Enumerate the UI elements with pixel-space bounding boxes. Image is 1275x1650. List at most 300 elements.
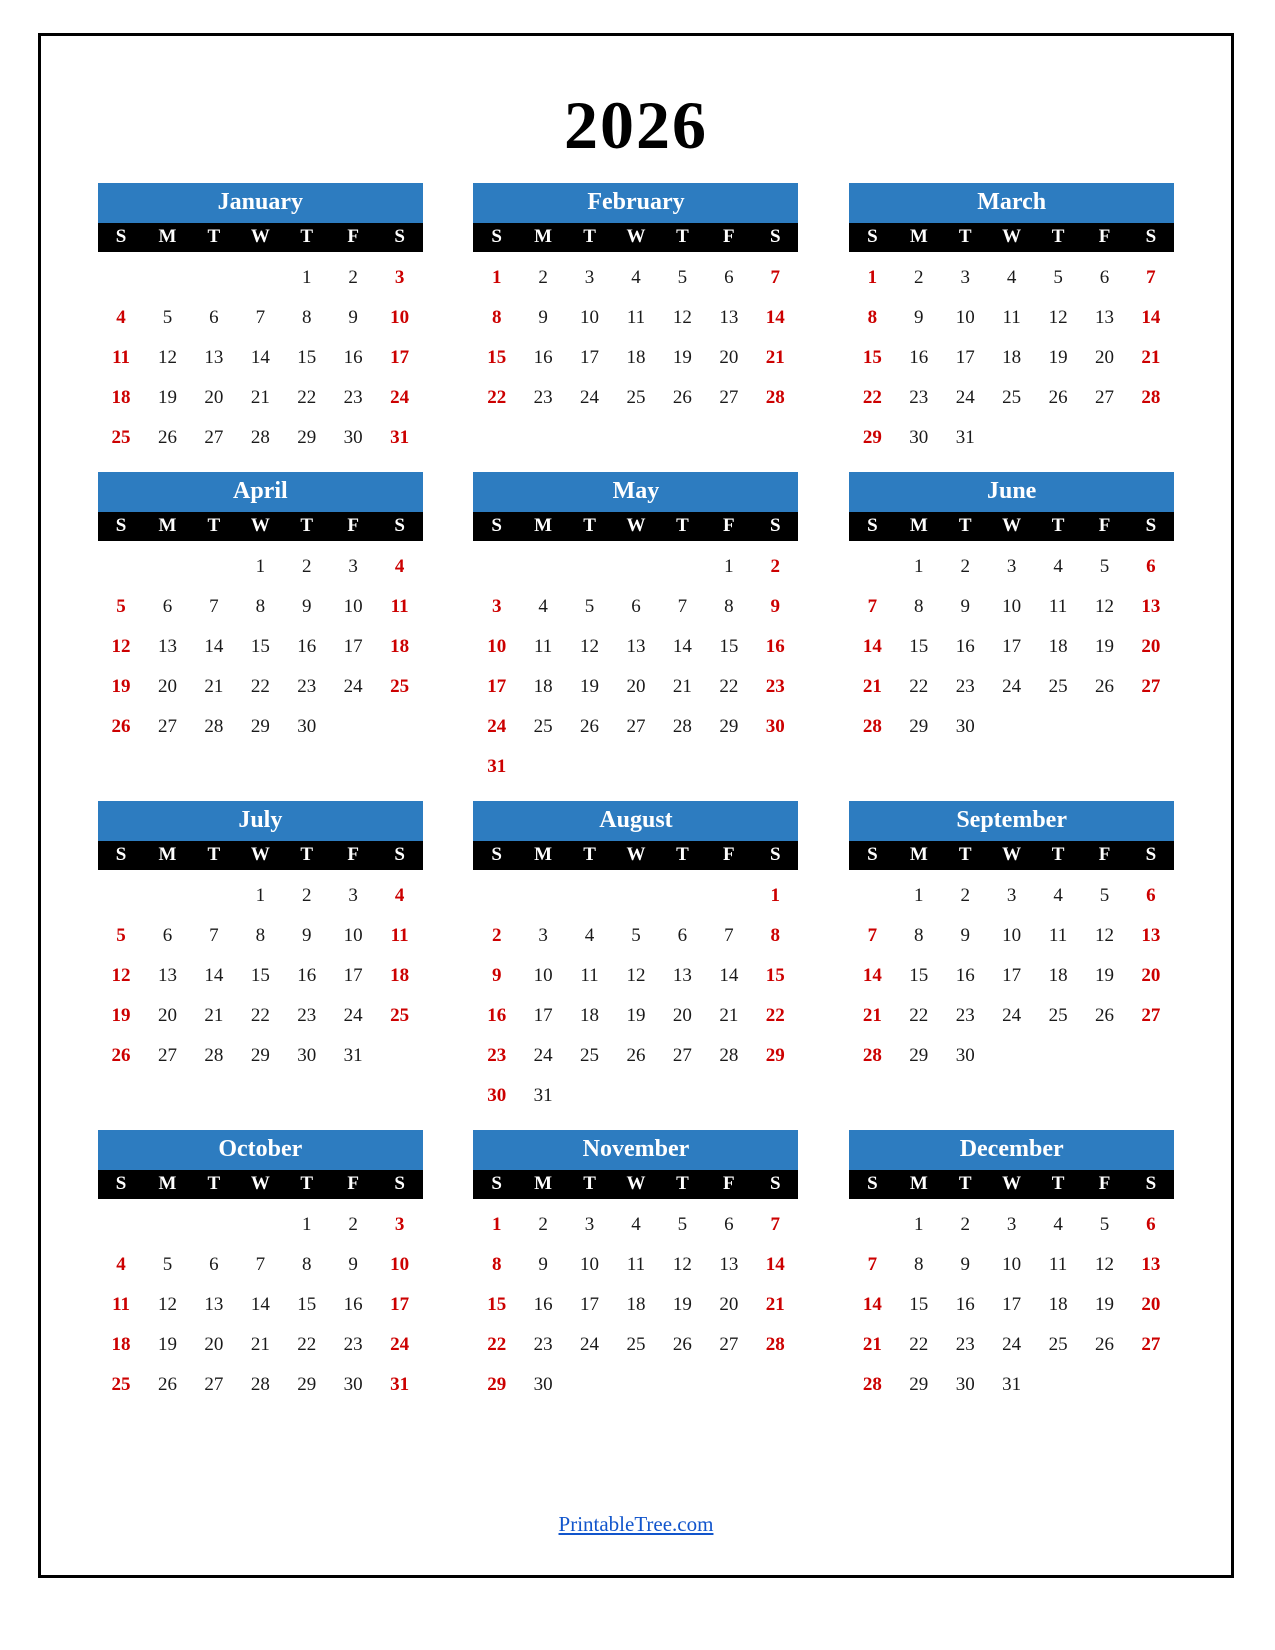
month-block	[473, 472, 798, 787]
day-cell: 1	[914, 1214, 924, 1235]
day-cell: 5	[1099, 885, 1110, 906]
weekday-header-row	[849, 223, 1174, 252]
day-cell: 28	[765, 1334, 785, 1355]
days-grid	[849, 541, 1174, 747]
day-cell: 11	[1002, 307, 1021, 328]
day-cell: 16	[533, 347, 553, 368]
day-cell: 11	[1048, 1254, 1068, 1275]
day-cell: 8	[867, 307, 878, 328]
page-title: 2026	[564, 87, 708, 163]
day-cell: 8	[491, 1254, 502, 1275]
weekday-label: T	[958, 515, 972, 536]
day-cell: 18	[111, 387, 131, 408]
day-cell: 7	[770, 1214, 780, 1235]
day-cell: 9	[348, 307, 358, 328]
day-cell: 7	[867, 596, 878, 617]
day-cell: 6	[162, 925, 173, 946]
day-cell: 25	[390, 676, 410, 697]
day-cell: 25	[626, 387, 646, 408]
day-cell: 19	[111, 676, 131, 697]
day-cell: 24	[580, 1334, 600, 1355]
weekday-label: M	[534, 515, 553, 536]
day-cell: 3	[960, 267, 970, 288]
day-cell: 3	[584, 267, 595, 288]
day-cell: 31	[955, 427, 975, 448]
day-cell-empty	[566, 547, 612, 587]
weekday-label: S	[867, 226, 878, 247]
day-cell: 1	[255, 885, 266, 906]
day-cell: 25	[533, 716, 553, 737]
day-cell: 16	[533, 1294, 553, 1315]
day-cell: 9	[770, 596, 780, 617]
day-cell: 26	[1095, 676, 1114, 697]
day-cell: 9	[538, 307, 548, 328]
day-cell-empty	[144, 876, 190, 916]
weekday-label: W	[250, 226, 270, 247]
weekday-label: S	[491, 515, 502, 536]
days-grid	[473, 541, 798, 787]
day-cell: 22	[909, 676, 929, 697]
day-cell: 15	[250, 636, 270, 657]
days-grid	[849, 252, 1174, 458]
day-cell: 7	[209, 925, 219, 946]
day-cell: 9	[538, 1254, 548, 1275]
month-title: August	[473, 801, 798, 841]
day-cell: 8	[255, 925, 266, 946]
day-cell: 4	[538, 596, 548, 617]
day-cell: 13	[719, 1254, 739, 1275]
day-cell: 28	[1141, 387, 1161, 408]
day-cell: 23	[765, 676, 785, 697]
day-cell: 1	[491, 267, 502, 288]
day-cell: 10	[343, 925, 363, 946]
day-cell: 13	[1141, 1254, 1161, 1275]
weekday-label: F	[723, 844, 735, 865]
weekday-label: W	[1002, 226, 1022, 247]
weekday-header-row	[98, 223, 423, 252]
day-cell: 28	[862, 716, 882, 737]
day-cell: 18	[390, 965, 410, 986]
day-cell: 26	[672, 1334, 692, 1355]
weekday-label: S	[1145, 515, 1157, 536]
day-cell: 30	[343, 427, 363, 448]
day-cell: 5	[1099, 556, 1110, 577]
day-cell: 17	[487, 676, 507, 697]
day-cell: 26	[1048, 387, 1068, 408]
day-cell: 20	[719, 347, 739, 368]
day-cell: 14	[862, 965, 882, 986]
day-cell: 21	[1141, 347, 1161, 368]
day-cell: 26	[1095, 1334, 1114, 1355]
weekday-header-row	[98, 841, 423, 870]
day-cell: 24	[955, 387, 975, 408]
weekday-header-row	[849, 512, 1174, 541]
weekday-header-row	[849, 841, 1174, 870]
month-block	[473, 1130, 798, 1405]
day-cell: 21	[250, 1334, 270, 1355]
weekday-label: S	[394, 844, 405, 865]
day-cell: 1	[867, 267, 878, 288]
day-cell: 2	[960, 1214, 970, 1235]
weekday-label: W	[626, 844, 646, 865]
day-cell: 7	[677, 596, 688, 617]
weekday-label: F	[1098, 1173, 1111, 1194]
days-grid	[98, 870, 423, 1076]
day-cell: 1	[302, 267, 312, 288]
calendar-page	[38, 33, 1234, 1578]
day-cell: 2	[538, 1214, 548, 1235]
day-cell: 12	[626, 965, 646, 986]
day-cell: 1	[255, 556, 266, 577]
day-cell: 11	[112, 347, 131, 368]
weekday-label: S	[867, 844, 878, 865]
day-cell: 13	[1095, 307, 1114, 328]
day-cell-empty	[191, 1205, 237, 1245]
day-cell: 17	[1002, 636, 1022, 657]
day-cell: 28	[765, 387, 785, 408]
weekday-label: M	[534, 844, 553, 865]
day-cell-empty	[613, 876, 659, 916]
day-cell: 27	[626, 716, 646, 737]
day-cell: 29	[909, 1045, 929, 1066]
day-cell: 20	[719, 1294, 739, 1315]
day-cell-empty	[520, 547, 566, 587]
day-cell: 27	[1141, 1334, 1161, 1355]
day-cell: 28	[719, 1045, 739, 1066]
day-cell: 23	[955, 676, 975, 697]
weekday-label: M	[158, 226, 177, 247]
day-cell: 29	[487, 1374, 507, 1395]
day-cell: 31	[487, 756, 507, 777]
day-cell: 25	[1048, 1005, 1068, 1026]
day-cell: 27	[719, 387, 739, 408]
day-cell: 31	[343, 1045, 363, 1066]
day-cell: 19	[1095, 965, 1114, 986]
day-cell: 13	[157, 965, 177, 986]
day-cell: 28	[250, 1374, 270, 1395]
day-cell: 25	[1048, 1334, 1068, 1355]
weekday-label: W	[250, 844, 270, 865]
day-cell: 3	[348, 885, 358, 906]
day-cell: 29	[719, 716, 739, 737]
day-cell: 4	[584, 925, 595, 946]
day-cell: 25	[111, 1374, 131, 1395]
day-cell: 7	[724, 925, 734, 946]
day-cell: 19	[1095, 636, 1114, 657]
day-cell: 17	[390, 347, 410, 368]
day-cell: 12	[111, 636, 131, 657]
day-cell: 12	[580, 636, 600, 657]
month-block	[473, 183, 798, 458]
weekday-label: M	[909, 226, 928, 247]
weekday-label: F	[1098, 515, 1111, 536]
day-cell: 9	[914, 307, 924, 328]
weekday-label: S	[115, 226, 127, 247]
day-cell: 29	[297, 1374, 317, 1395]
day-cell: 15	[297, 347, 317, 368]
day-cell: 15	[909, 1294, 929, 1315]
day-cell: 18	[580, 1005, 600, 1026]
day-cell: 11	[1048, 925, 1068, 946]
day-cell: 2	[348, 1214, 358, 1235]
day-cell: 15	[719, 636, 739, 657]
months-grid	[86, 183, 1186, 1419]
day-cell: 28	[204, 716, 224, 737]
month-title: May	[473, 472, 798, 512]
day-cell: 26	[111, 1045, 131, 1066]
day-cell: 17	[343, 636, 363, 657]
day-cell: 17	[1002, 965, 1022, 986]
day-cell: 24	[580, 387, 600, 408]
day-cell: 5	[584, 596, 595, 617]
days-grid	[849, 870, 1174, 1076]
weekday-label: S	[867, 1173, 878, 1194]
weekday-label: S	[394, 515, 405, 536]
day-cell: 12	[111, 965, 131, 986]
day-cell: 14	[1141, 307, 1161, 328]
weekday-label: S	[491, 226, 502, 247]
day-cell: 26	[157, 1374, 177, 1395]
weekday-label: M	[158, 1173, 177, 1194]
day-cell: 30	[533, 1374, 553, 1395]
day-cell: 18	[1048, 1294, 1068, 1315]
weekday-header-row	[473, 841, 798, 870]
day-cell: 23	[955, 1005, 975, 1026]
day-cell: 30	[765, 716, 785, 737]
day-cell: 22	[909, 1005, 929, 1026]
day-cell: 6	[209, 307, 219, 328]
day-cell: 30	[297, 716, 317, 737]
day-cell: 25	[1048, 676, 1068, 697]
days-grid	[98, 541, 423, 747]
day-cell: 7	[255, 307, 266, 328]
day-cell: 1	[491, 1214, 502, 1235]
day-cell: 23	[343, 387, 363, 408]
day-cell: 14	[204, 965, 224, 986]
day-cell: 6	[162, 596, 173, 617]
day-cell: 28	[204, 1045, 224, 1066]
weekday-label: S	[394, 1173, 405, 1194]
printabletree-link[interactable]: PrintableTree.com	[558, 1512, 714, 1536]
day-cell: 10	[955, 307, 975, 328]
day-cell: 21	[862, 676, 882, 697]
day-cell-empty	[144, 547, 190, 587]
weekday-label: S	[769, 1173, 781, 1194]
weekday-label: F	[347, 1173, 359, 1194]
day-cell: 29	[765, 1045, 785, 1066]
day-cell: 11	[390, 925, 409, 946]
day-cell: 26	[672, 387, 692, 408]
day-cell: 11	[112, 1294, 131, 1315]
day-cell: 22	[719, 676, 739, 697]
weekday-label: S	[491, 844, 502, 865]
month-title: September	[849, 801, 1174, 841]
day-cell: 20	[1141, 1294, 1161, 1315]
day-cell: 15	[765, 965, 785, 986]
day-cell: 10	[580, 307, 600, 328]
day-cell: 2	[491, 925, 502, 946]
day-cell: 12	[1095, 925, 1114, 946]
day-cell: 15	[250, 965, 270, 986]
weekday-label: M	[909, 1173, 928, 1194]
day-cell: 21	[862, 1334, 882, 1355]
weekday-label: T	[958, 226, 972, 247]
day-cell-empty	[144, 1205, 190, 1245]
day-cell: 7	[1146, 267, 1156, 288]
day-cell: 10	[533, 965, 553, 986]
weekday-label: M	[158, 844, 177, 865]
weekday-label: W	[250, 1173, 270, 1194]
weekday-header-row	[98, 512, 423, 541]
day-cell: 4	[394, 556, 405, 577]
day-cell: 23	[955, 1334, 975, 1355]
day-cell: 8	[914, 925, 924, 946]
day-cell: 24	[533, 1045, 553, 1066]
day-cell: 3	[348, 556, 358, 577]
day-cell: 18	[1048, 636, 1068, 657]
weekday-label: S	[1145, 844, 1157, 865]
weekday-header-row	[849, 1170, 1174, 1199]
footer	[41, 1512, 1231, 1537]
day-cell: 16	[297, 965, 317, 986]
weekday-label: F	[347, 515, 359, 536]
weekday-label: F	[1098, 226, 1111, 247]
day-cell: 24	[1002, 676, 1022, 697]
day-cell-empty	[144, 258, 190, 298]
day-cell: 20	[204, 387, 224, 408]
day-cell: 15	[487, 1294, 507, 1315]
weekday-label: T	[1051, 515, 1065, 536]
month-block	[849, 472, 1174, 787]
month-block	[473, 801, 798, 1116]
weekday-label: T	[300, 1173, 314, 1194]
day-cell-empty	[191, 876, 237, 916]
month-title: January	[98, 183, 423, 223]
day-cell: 5	[162, 1254, 173, 1275]
day-cell: 2	[960, 556, 970, 577]
weekday-label: M	[909, 515, 928, 536]
day-cell: 27	[719, 1334, 739, 1355]
day-cell: 17	[390, 1294, 410, 1315]
day-cell: 13	[157, 636, 177, 657]
day-cell: 8	[302, 307, 312, 328]
day-cell: 10	[1002, 925, 1022, 946]
day-cell: 29	[297, 427, 317, 448]
month-block	[98, 801, 423, 1116]
day-cell: 11	[580, 965, 599, 986]
day-cell: 21	[765, 1294, 785, 1315]
day-cell: 19	[626, 1005, 646, 1026]
day-cell: 8	[914, 1254, 924, 1275]
day-cell: 29	[909, 716, 929, 737]
day-cell: 27	[157, 716, 177, 737]
day-cell: 19	[111, 1005, 131, 1026]
weekday-header-row	[98, 1170, 423, 1199]
day-cell: 26	[157, 427, 177, 448]
day-cell: 15	[909, 636, 929, 657]
day-cell: 10	[580, 1254, 600, 1275]
day-cell-empty	[98, 876, 144, 916]
day-cell: 1	[914, 556, 924, 577]
day-cell: 30	[955, 1045, 975, 1066]
weekday-label: T	[583, 844, 596, 865]
day-cell: 12	[157, 347, 177, 368]
day-cell-empty	[706, 876, 752, 916]
month-block	[849, 1130, 1174, 1405]
day-cell: 2	[302, 885, 312, 906]
day-cell: 4	[116, 1254, 126, 1275]
day-cell: 12	[672, 1254, 692, 1275]
weekday-label: T	[676, 844, 689, 865]
days-grid	[473, 870, 798, 1116]
day-cell: 30	[343, 1374, 363, 1395]
day-cell: 16	[343, 347, 363, 368]
day-cell: 24	[1002, 1334, 1022, 1355]
weekday-label: T	[1051, 226, 1065, 247]
day-cell: 27	[1095, 387, 1114, 408]
day-cell: 26	[580, 716, 600, 737]
weekday-label: T	[676, 515, 689, 536]
day-cell: 21	[250, 387, 270, 408]
day-cell: 14	[250, 347, 270, 368]
weekday-label: W	[626, 1173, 646, 1194]
day-cell: 24	[390, 387, 410, 408]
day-cell: 11	[533, 636, 553, 657]
day-cell: 23	[343, 1334, 363, 1355]
day-cell: 23	[533, 387, 553, 408]
day-cell: 20	[626, 676, 646, 697]
day-cell: 11	[390, 596, 409, 617]
day-cell: 17	[1002, 1294, 1022, 1315]
day-cell: 14	[719, 965, 739, 986]
day-cell: 12	[1095, 596, 1114, 617]
day-cell: 3	[1006, 556, 1017, 577]
day-cell: 22	[487, 1334, 507, 1355]
month-title: March	[849, 183, 1174, 223]
weekday-label: F	[347, 844, 359, 865]
weekday-label: W	[250, 515, 270, 536]
day-cell: 14	[765, 1254, 785, 1275]
day-cell: 30	[955, 716, 975, 737]
day-cell: 1	[914, 885, 924, 906]
day-cell: 29	[250, 1045, 270, 1066]
day-cell: 14	[250, 1294, 270, 1315]
weekday-label: S	[394, 226, 405, 247]
day-cell: 9	[960, 1254, 970, 1275]
days-grid	[98, 1199, 423, 1405]
day-cell: 5	[677, 267, 688, 288]
day-cell: 4	[631, 267, 641, 288]
days-grid	[473, 252, 798, 418]
day-cell: 8	[302, 1254, 312, 1275]
weekday-label: T	[1051, 1173, 1065, 1194]
day-cell: 13	[204, 1294, 224, 1315]
day-cell: 9	[302, 596, 312, 617]
day-cell: 10	[1002, 596, 1022, 617]
day-cell: 26	[1095, 1005, 1114, 1026]
day-cell: 14	[862, 1294, 882, 1315]
day-cell: 13	[1141, 925, 1161, 946]
weekday-label: F	[723, 1173, 735, 1194]
day-cell: 19	[157, 387, 177, 408]
day-cell: 7	[867, 925, 878, 946]
day-cell-empty	[849, 876, 895, 916]
weekday-label: W	[1002, 515, 1022, 536]
day-cell: 19	[672, 1294, 692, 1315]
weekday-label: F	[723, 226, 735, 247]
day-cell: 21	[862, 1005, 882, 1026]
day-cell: 5	[1099, 1214, 1110, 1235]
